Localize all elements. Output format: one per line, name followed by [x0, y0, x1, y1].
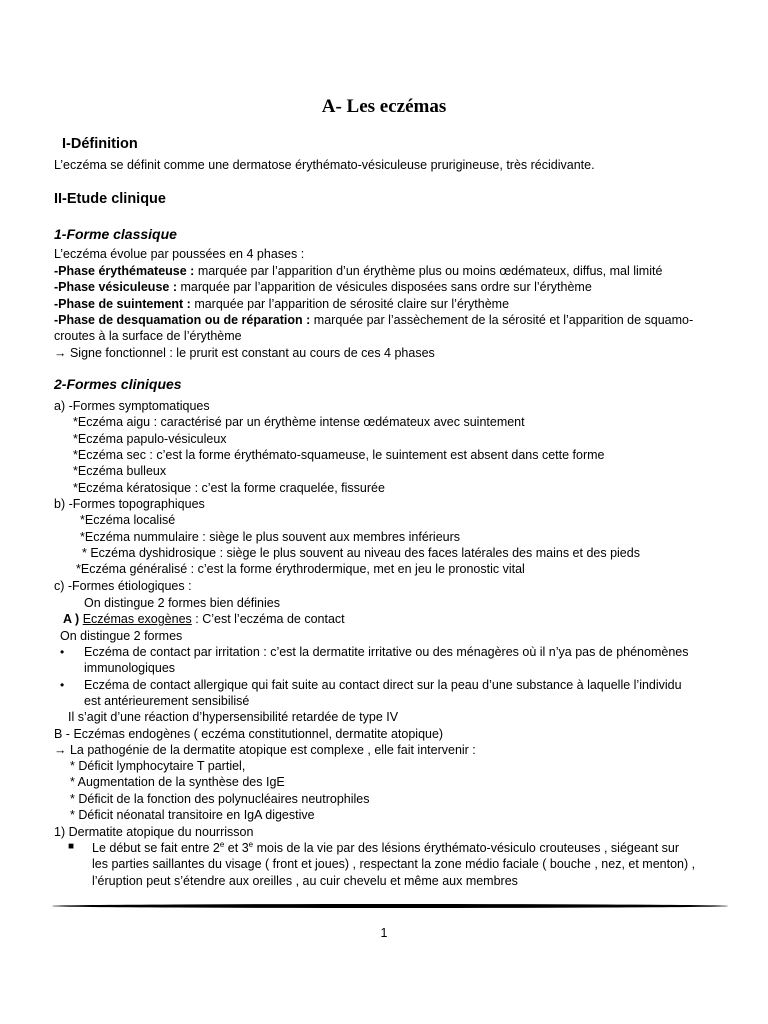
bullet-square: ■	[68, 841, 75, 852]
phase-erythemateuse: -Phase érythémateuse : marquée par l’apparition d’un érythème plus ou moins œdémateux, diffus, mal limité	[54, 264, 663, 278]
eczemas-endogenes: B - Eczémas endogènes ( eczéma constitutionnel, dermatite atopique)	[54, 727, 444, 741]
phase-vesiculeuse: -Phase vésiculeuse : marquée par l’apparition de vésicules disposées sans ordre sur l’érythème	[54, 280, 592, 294]
bullet-dot: •	[60, 645, 65, 659]
contact-allergique-l1: Eczéma de contact allergique qui fait suite au contact direct sur la peau d’une substance à laquelle l’individu	[84, 678, 682, 692]
contact-irritation-l2: immunologiques	[84, 661, 176, 675]
page-title: A- Les eczémas	[321, 96, 447, 117]
eczema-keratosique: *Eczéma kératosique : c’est la forme craquelée, fissurée	[73, 481, 385, 495]
heading-forme-classique: 1-Forme classique	[54, 226, 177, 242]
debut-nourrisson-l1: Le début se fait entre 2e et 3e mois de la vie par des lésions érythémato-vésiculo crouteuses , siégeant sur	[92, 839, 680, 855]
eczema-aigu: *Eczéma aigu : caractérisé par un érythème intense œdémateux avec suintement	[73, 415, 525, 429]
eczema-dyshidrosique: * Eczéma dyshidrosique : siège le plus souvent au niveau des faces latérales des mains et des pieds	[82, 546, 640, 560]
augmentation-ige: * Augmentation de la synthèse des IgE	[70, 775, 285, 789]
formes-topographiques: b) -Formes topographiques	[54, 497, 205, 511]
debut-nourrisson-l2: les parties saillantes du visage ( front et joues) , respectant la zone médio faciale ( bouche , nez, et menton) ,	[92, 857, 696, 871]
contact-irritation-l1: Eczéma de contact par irritation : c’est la dermatite irritative ou des ménagères où il n’ya pas de phénomènes	[84, 645, 689, 659]
formes-etiologiques: c) -Formes étiologiques :	[54, 579, 192, 593]
phase-desquamation-cont: croutes à la surface de l’érythème	[54, 329, 242, 343]
page-number: 1	[380, 926, 388, 940]
heading-formes-cliniques: 2-Formes cliniques	[54, 376, 182, 392]
footer-rule	[52, 904, 728, 908]
deficit-neutrophiles: * Déficit de la fonction des polynucléaires neutrophiles	[70, 792, 370, 806]
phases-intro: L’eczéma évolue par poussées en 4 phases :	[54, 247, 305, 261]
eczema-sec: *Eczéma sec : c’est la forme érythémato-squameuse, le suintement est absent dans cette forme	[73, 448, 605, 462]
eczema-papulo: *Eczéma papulo-vésiculeux	[73, 432, 227, 446]
phase-suintement: -Phase de suintement : marquée par l’apparition de sérosité claire sur l’érythème	[54, 297, 510, 311]
distingue-2-formes-definies: On distingue 2 formes bien définies	[84, 596, 280, 610]
eczema-bulleux: *Eczéma bulleux	[73, 464, 167, 478]
eczema-localise: *Eczéma localisé	[80, 513, 176, 527]
heading-etude-clinique: II-Etude clinique	[54, 191, 166, 207]
eczemas-exogenes: A ) Eczémas exogènes : C’est l’eczéma de contact	[63, 612, 345, 626]
contact-allergique-l2: est antérieurement sensibilisé	[84, 694, 250, 708]
pathogenie: → La pathogénie de la dermatite atopique est complexe , elle fait intervenir :	[54, 743, 476, 757]
phase-desquamation: -Phase de desquamation ou de réparation : marquée par l’assèchement de la sérosité et l’apparition de squamo-	[54, 313, 694, 327]
eczema-generalise: *Eczéma généralisé : c’est la forme érythrodermique, met en jeu le pronostic vital	[76, 562, 525, 576]
dermatite-nourrisson: 1) Dermatite atopique du nourrisson	[54, 825, 254, 839]
eczema-nummulaire: *Eczéma nummulaire : siège le plus souvent aux membres inférieurs	[80, 530, 461, 544]
definition-text: L’eczéma se définit comme une dermatose érythémato-vésiculeuse prurigineuse, très récidivante.	[54, 158, 595, 172]
bullet-dot: •	[60, 678, 65, 692]
signe-fonctionnel: → Signe fonctionnel : le prurit est constant au cours de ces 4 phases	[54, 346, 435, 360]
debut-nourrisson-l3: l’éruption peut s’étendre aux oreilles , au cuir chevelu et même aux membres	[92, 874, 518, 888]
formes-symptomatiques: a) -Formes symptomatiques	[54, 399, 210, 413]
hypersensibilite: Il s’agit d’une réaction d’hypersensibilité retardée de type IV	[68, 710, 399, 724]
heading-definition: I-Définition	[62, 136, 138, 152]
distingue-2-formes: On distingue 2 formes	[60, 629, 183, 643]
deficit-iga: * Déficit néonatal transitoire en IgA digestive	[70, 808, 315, 822]
deficit-lymphocytaire: * Déficit lymphocytaire T partiel,	[70, 759, 246, 773]
